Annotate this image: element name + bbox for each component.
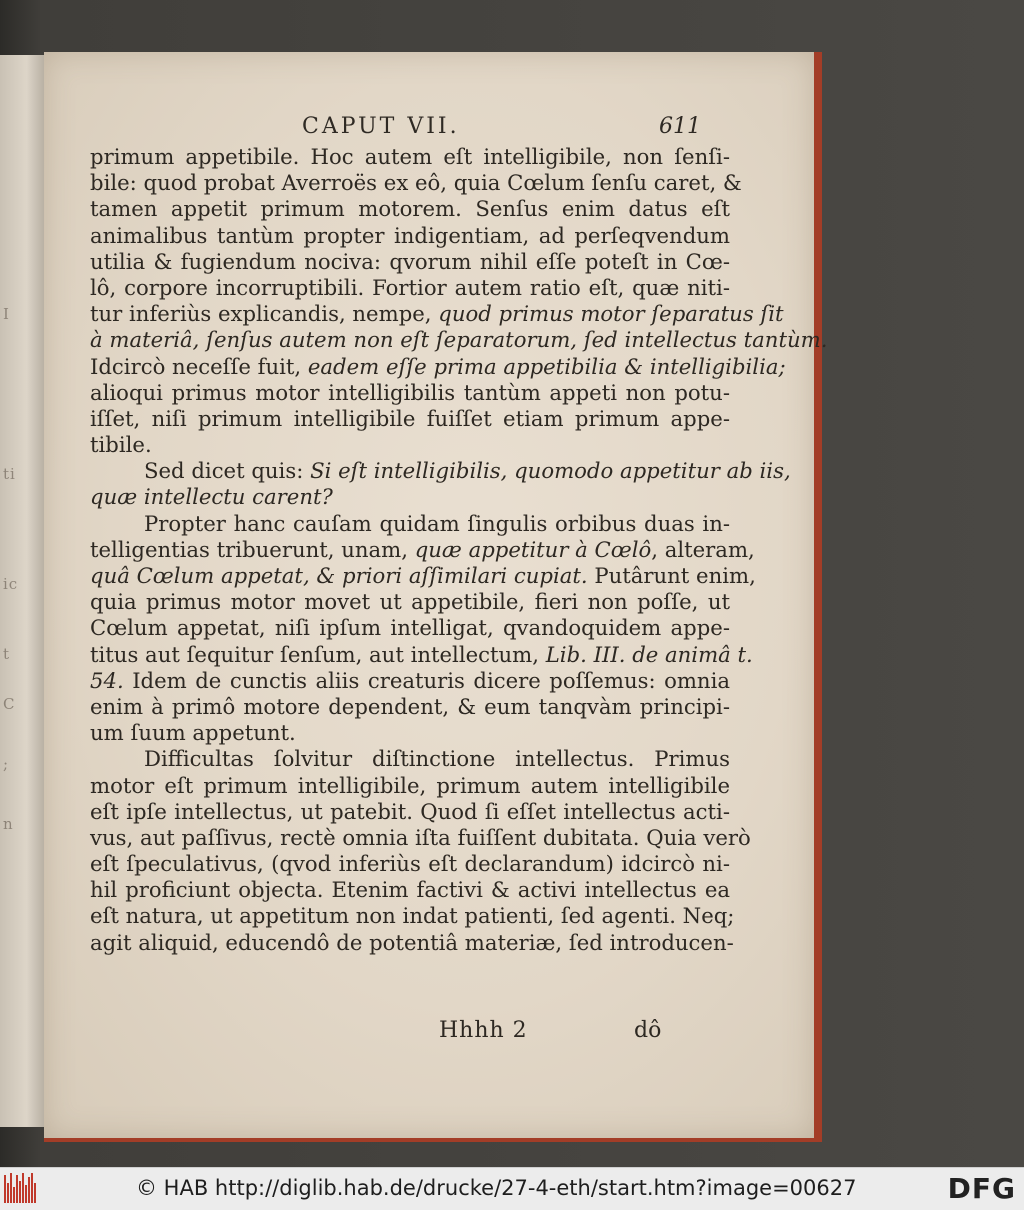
text-segment: iſſet, niſi primum intelligibile fuiſſet etiam primum appe-: [90, 405, 730, 431]
text-segment: Idcircò neceſſe fuit,: [90, 353, 308, 379]
text-segment: quæ appetitur à Cœlô: [414, 536, 652, 562]
running-head: CAPUT VII.: [302, 114, 460, 139]
text-line: [90, 458, 791, 484]
text-segment: quæ intellectu carent?: [90, 484, 333, 510]
text-line: [90, 615, 730, 641]
text-line: [90, 327, 828, 353]
page-header: [44, 112, 814, 142]
text-segment: enim à primô motore dependent, & eum tanqvàm principi-: [90, 693, 730, 719]
text-line: [90, 929, 734, 956]
text-segment: utilia & fugiendum nociva: qvorum nihil eſſe poteſt in Cœ-: [90, 248, 730, 274]
text-line: [90, 877, 730, 903]
text-line: [90, 223, 730, 249]
text-segment: Putârunt enim,: [587, 563, 756, 588]
text-segment: Lib. III. de animâ t.: [545, 641, 753, 667]
text-line: [90, 249, 730, 275]
text-line: [90, 536, 755, 563]
text-segment: eſt natura, ut appetitum non indat patienti, ſed agenti. Neq;: [90, 903, 735, 929]
text-line: [90, 824, 751, 851]
text-segment: à materiâ, ſenſus autem non eſt ſeparatorum, ſed intellectus tantùm.: [90, 327, 828, 353]
text-segment: titus aut ſequitur ſenſum, aut intellectum,: [90, 641, 546, 667]
text-segment: Difficultas ſolvitur diſtinctione intellectus. Primus: [144, 746, 730, 772]
text-line: [90, 720, 730, 746]
catchword: dô: [634, 1018, 662, 1043]
hab-barcode-logo: [4, 1173, 48, 1205]
signature-mark: Hhhh 2: [439, 1018, 528, 1043]
text-line: [90, 694, 730, 720]
text-line: [90, 301, 784, 327]
text-line: [90, 144, 730, 170]
text-line: [90, 484, 730, 510]
text-segment: um ſuum appetunt.: [90, 720, 296, 746]
text-line: [90, 641, 753, 668]
page-number: 611: [659, 114, 701, 139]
book-page: [44, 52, 828, 1138]
text-segment: tibile.: [90, 432, 152, 458]
text-segment: Propter hanc cauſam quidam ſingulis orbibus duas in-: [144, 510, 730, 536]
text-segment: eſt ſpeculativus, (qvod inferiùs eſt declarandum) idcircò ni-: [90, 851, 730, 877]
text-line: [90, 406, 730, 432]
text-line: [90, 851, 730, 877]
text-segment: lô, corpore incorruptibili. Fortior autem ratio eſt, quæ niti-: [90, 274, 730, 300]
text-line: [90, 589, 730, 615]
text-segment: alioqui primus motor intelligibilis tantùm appeti non potu-: [90, 379, 730, 405]
text-segment: quia primus motor movet ut appetibile, fieri non poſſe, ut: [90, 589, 730, 615]
text-line: [90, 511, 730, 537]
text-segment: tur inferiùs explicandis, nempe,: [90, 301, 439, 327]
adjacent-page-edge: I ti ic t C ; n: [0, 55, 45, 1127]
text-segment: bile: quod probat Averroës ex eô, quia Cœlum ſenſu caret, &: [90, 170, 742, 196]
text-line: [90, 196, 730, 222]
text-line: [90, 668, 730, 694]
text-line: [90, 563, 756, 589]
text-segment: Idem de cunctis aliis creaturis dicere poſſemus: omnia: [123, 667, 730, 693]
text-segment: motor eſt primum intelligibile, primum autem intelligibile: [90, 772, 730, 798]
text-line: [90, 275, 730, 301]
text-segment: 54.: [90, 667, 124, 693]
text-segment: agit aliquid, educendô de potentiâ materiæ, ſed introducen-: [90, 929, 734, 955]
text-segment: vus, aut paſſivus, rectè omnia iſta fuiſſent dubitata. Quia verò: [90, 824, 751, 850]
page-footer: [44, 1018, 814, 1048]
footer-bar: [0, 1167, 1024, 1210]
text-segment: eadem eſſe prima appetibilia & intelligibilia;: [307, 353, 786, 379]
text-segment: Sed dicet quis:: [144, 458, 311, 484]
copyright-url[interactable]: © HAB http://diglib.hab.de/drucke/27-4-eth/start.htm?image=00627: [136, 1176, 857, 1200]
text-segment: telligentias tribuerunt, unam,: [90, 536, 415, 562]
text-line: [90, 773, 730, 799]
text-line: [90, 903, 735, 929]
text-segment: quod primus motor ſeparatus ſit: [438, 301, 784, 327]
body-text: [90, 144, 828, 956]
dfg-logo: DFG: [947, 1172, 1016, 1205]
text-line: [90, 746, 730, 772]
text-segment: quâ Cœlum appetat, & priori aſſimilari cupiat.: [90, 563, 588, 588]
text-line: [90, 432, 730, 458]
text-segment: Cœlum appetat, niſi ipſum intelligat, qvandoquidem appe-: [90, 615, 730, 641]
text-line: [90, 380, 730, 406]
text-segment: primum appetibile. Hoc autem eſt intelligibile, non ſenſi-: [90, 144, 730, 169]
text-line: [90, 799, 730, 825]
text-segment: animalibus tantùm propter indigentiam, ad perſeqvendum: [90, 222, 730, 248]
text-line: [90, 353, 786, 380]
text-segment: tamen appetit primum motorem. Senſus enim datus eſt: [90, 196, 730, 222]
text-segment: Si eſt intelligibilis, quomodo appetitur ab iis,: [310, 458, 791, 484]
text-segment: hil proficiunt objecta. Etenim factivi & activi intellectus ea: [90, 877, 730, 903]
text-segment: , alteram,: [651, 536, 755, 562]
text-line: [90, 170, 742, 196]
text-segment: eſt ipſe intellectus, ut patebit. Quod ſi eſſet intellectus acti-: [90, 798, 730, 824]
